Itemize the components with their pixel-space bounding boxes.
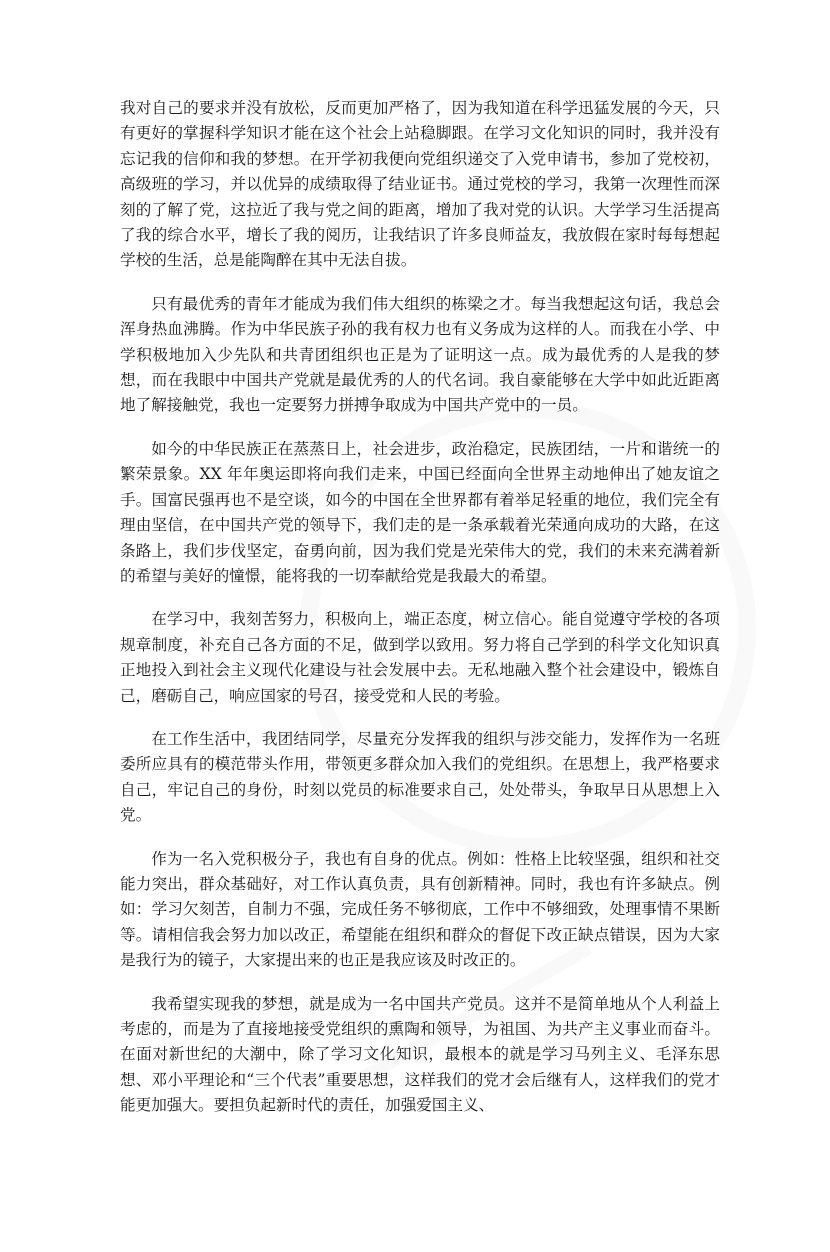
document-body: [120, 96, 720, 1137]
paragraph-6: 作为一名入党积极分子，我也有自身的优点。例如：性格上比较坚强，组织和社交能力突出，群众基础好，对工作认真负责，具有创新精神。同时，我也有许多缺点。例如：学习欠刻苦，自制力不强，完成任务不够彻底，工作中不够细致，处理事情不果断等。请相信我会努力加以改正，希望能在组织和群众的督促下改正缺点错误，因为大家是我行为的镜子，大家提出来的也正是我应该及时改正的。: [120, 849, 720, 970]
paragraph-1: 我对自己的要求并没有放松，反而更加严格了，因为我知道在科学迅猛发展的今天，只有更好的掌握科学知识才能在这个社会上站稳脚跟。在学习文化知识的同时，我并没有忘记我的信仰和我的梦想。在开学初我便向党组织递交了入党申请书，参加了党校初，高级班的学习，并以优异的成绩取得了结业证书。通过党校的学习，我第一次理性而深刻的了解了党，这拉近了我与党之间的距离，增加了我对党的认识。大学学习生活提高了我的综合水平，增长了我的阅历，让我结识了许多良师益友，我放假在家时每每想起学校的生活，总是能陶醉在其中无法自拔。: [120, 99, 720, 270]
paragraph-4: 在学习中，我刻苦努力，积极向上，端正态度，树立信心。能自觉遵守学校的各项规章制度，补充自己各方面的不足，做到学以致用。努力将自己学到的科学文化知识真正地投入到社会主义现代化建设与社会发展中去。无私地融入整个社会建设中，锻炼自己，磨砺自己，响应国家的号召，接受党和人民的考验。: [120, 610, 720, 705]
paragraph-2: 只有最优秀的青年才能成为我们伟大组织的栋梁之才。每当我想起这句话，我总会浑身热血沸腾。作为中华民族子孙的我有权力也有义务成为这样的人。而我在小学、中学积极地加入少先队和共青团组织也正是为了证明这一点。成为最优秀的人是我的梦想，而在我眼中中国共产党就是最优秀的人的代名词。我自豪能够在大学中如此近距离地了解接触党，我也一定要努力拼搏争取成为中国共产党中的一员。: [120, 294, 720, 415]
paragraph-5: 在工作生活中，我团结同学，尽量充分发挥我的组织与涉交能力，发挥作为一名班委所应具有的模范带头作用，带领更多群众加入我们的党组织。在思想上，我严格要求自己，牢记自己的身份，时刻以党员的标准要求自己，处处带头，争取早日从思想上入党。: [120, 729, 720, 825]
paragraph-7: 我希望实现我的梦想，就是成为一名中国共产党员。这并不是简单地从个人利益上考虑的，而是为了直接地接受党组织的熏陶和领导，为祖国、为共产主义事业而奋斗。在面对新世纪的大潮中，除了学习文化知识，最根本的就是学习马列主义、毛泽东思想、邓小平理论和“三个代表”重要思想，这样我们的党才会后继有人，这样我们的党才能更加强大。要担负起新时代的责任，加强爱国主义、: [120, 994, 720, 1115]
paragraph-3: 如今的中华民族正在蒸蒸日上，社会进步，政治稳定，民族团结，一片和谐统一的繁荣景象。XX 年年奥运即将向我们走来，中国已经面向全世界主动地伸出了她友谊之手。国富民强再也不是空谈，如今的中国在全世界都有着举足轻重的地位，我们完全有理由坚信，在中国共产党的领导下，我们走的是一条承载着光荣通向成功的大路，在这条路上，我们步伐坚定，奋勇向前，因为我们党是光荣伟大的党，我们的未来充满着新的希望与美好的憧憬，能将我的一切奉献给党是我最大的希望。: [120, 439, 720, 585]
